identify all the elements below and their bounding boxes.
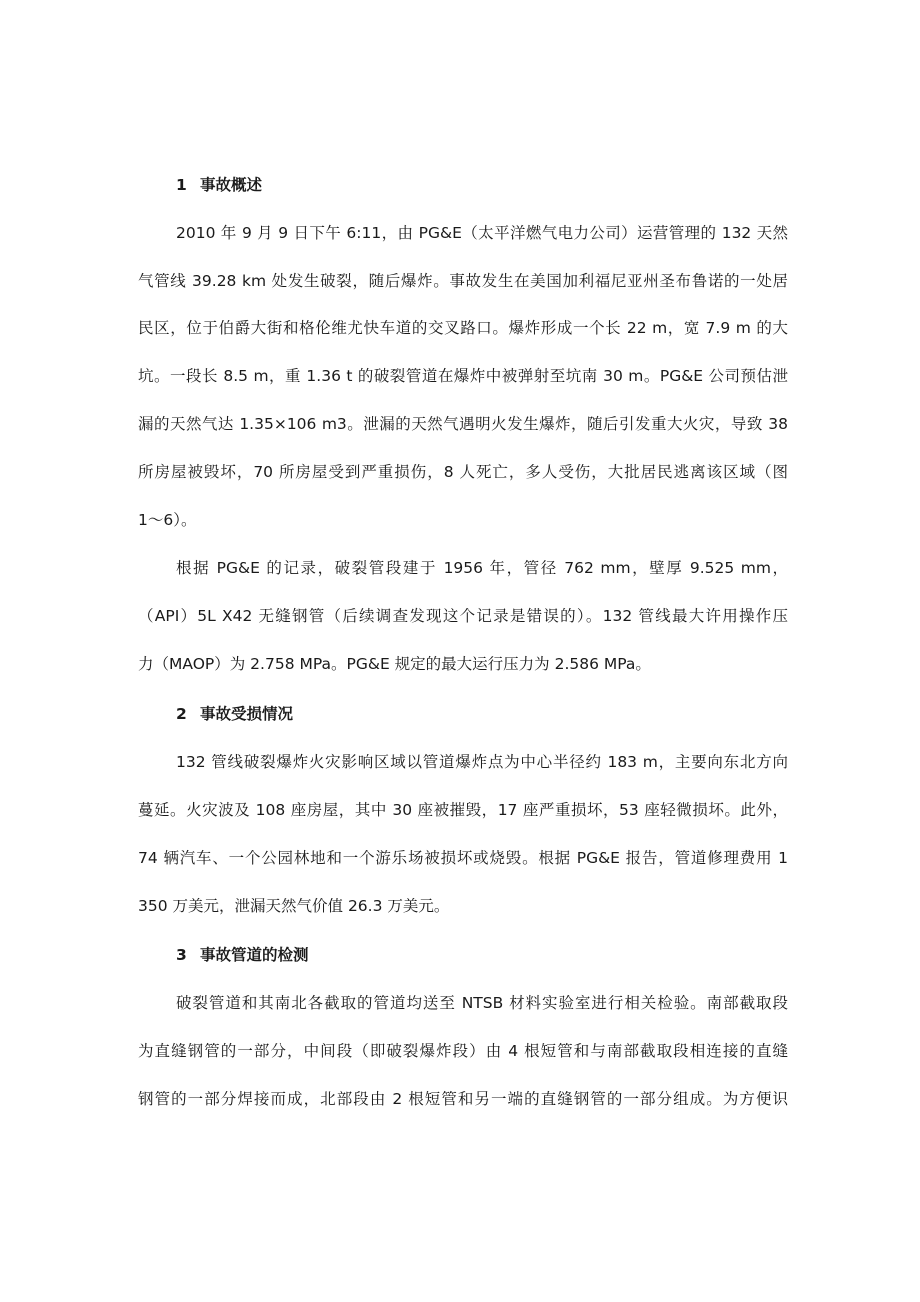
paragraph-line: 132 管线破裂爆炸火灾影响区域以管道爆炸点为中心半径约 183 m，主要向东北方向 [176,753,788,771]
paragraph-line: 74 辆汽车、一个公园林地和一个游乐场被损坏或烧毁。根据 PG&E 报告，管道修理费用 1 [138,849,788,867]
section-heading-2 [176,704,293,724]
paragraph-line: 破裂管道和其南北各截取的管道均送至 NTSB 材料实验室进行相关检验。南部截取段 [176,994,788,1012]
section-title: 事故概述 [200,176,263,194]
section-number: 1 [176,176,187,194]
paragraph-line: 力（MAOP）为 2.758 MPa。PG&E 规定的最大运行压力为 2.586 MPa。 [138,655,651,673]
paragraph-line: 350 万美元，泄漏天然气价值 26.3 万美元。 [138,897,450,915]
paragraph-line: 2010 年 9 月 9 日下午 6:11，由 PG&E（太平洋燃气电力公司）运营管理的 132 天然 [176,224,788,242]
paragraph-line: （API）5L X42 无缝钢管（后续调查发现这个记录是错误的）。132 管线最大许用操作压 [138,607,788,625]
paragraph-line: 为直缝钢管的一部分，中间段（即破裂爆炸段）由 4 根短管和与南部截取段相连接的直缝 [138,1042,788,1060]
paragraph-line: 钢管的一部分焊接而成，北部段由 2 根短管和另一端的直缝钢管的一部分组成。为方便识 [138,1090,788,1108]
paragraph-line: 所房屋被毁坏，70 所房屋受到严重损伤，8 人死亡，多人受伤，大批居民逃离该区域（图 [138,463,788,481]
paragraph-line: 根据 PG&E 的记录，破裂管段建于 1956 年，管径 762 mm，壁厚 9.525 mm， [176,559,788,577]
paragraph-line: 1～6）。 [138,511,197,529]
section-title: 事故受损情况 [200,705,294,723]
section-title: 事故管道的检测 [200,946,309,964]
paragraph-line: 漏的天然气达 1.35×106 m3。泄漏的天然气遇明火发生爆炸，随后引发重大火灾，导致 38 [138,415,788,433]
paragraph-line: 蔓延。火灾波及 108 座房屋，其中 30 座被摧毁，17 座严重损坏，53 座轻微损坏。此外， [138,801,788,819]
paragraph-line: 气管线 39.28 km 处发生破裂，随后爆炸。事故发生在美国加利福尼亚州圣布鲁诺的一处居 [138,272,788,290]
section-number: 3 [176,946,187,964]
section-heading-3 [176,945,309,965]
paragraph-line: 坑。一段长 8.5 m，重 1.36 t 的破裂管道在爆炸中被弹射至坑南 30 m。PG&E 公司预估泄 [138,367,788,385]
section-number: 2 [176,705,187,723]
section-heading-1 [176,175,262,195]
paragraph-line: 民区，位于伯爵大街和格伦维尤快车道的交叉路口。爆炸形成一个长 22 m，宽 7.9 m 的大 [138,319,788,337]
